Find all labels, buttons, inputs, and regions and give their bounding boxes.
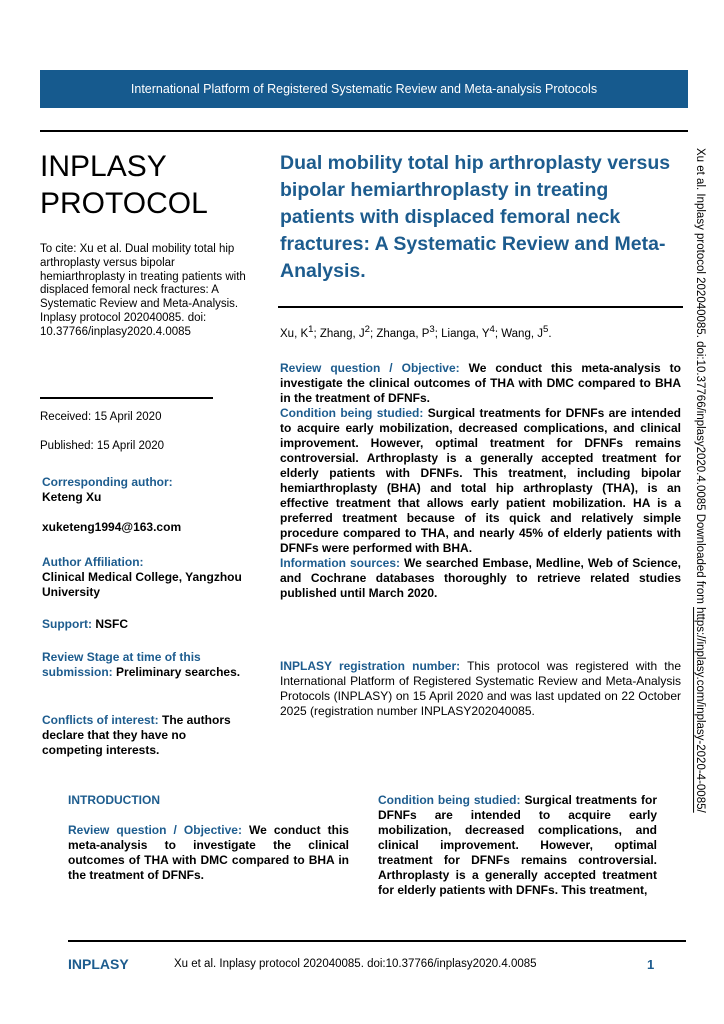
review-question-label: Review question / Objective: [280,361,460,375]
affiliation-value: Clinical Medical College, Yangzhou University [42,570,242,599]
author-name: Lianga, Y [441,327,490,340]
citation: To cite: Xu et al. Dual mobility total hip arthroplasty versus bipolar hemiarthroplasty in treating patients with displaced femoral neck fractures: A Systematic Review and Meta-Analysis. Inplasy protocol 202040085. doi: 10.37766/inplasy2020.4.0085 [40,243,246,338]
author-sup: 1 [308,324,314,335]
sources-text: We searched Embase, Medline, Web of Science, and Cochrane databases thoroughly to retrieve related studies published until March 2020. [280,556,681,600]
author-affiliation [42,555,257,600]
abstract-review-question [280,361,681,406]
support [42,617,257,632]
received-date: Received: 15 April 2020 [40,411,162,423]
banner-text: International Platform of Registered Systematic Review and Meta-analysis Protocols [130,82,598,96]
condition-text: Surgical treatments for DFNFs are intended to acquire early mobilization, decreased complications, and clinical improvement. However, optimal treatment for DFNFs remains controversial. Arthroplasty is a generally accepted treatment for elderly patients with DFNFs. This treatment, including bipolar hemiarthroplasty (BHA) and total hip arthroplasty (THA), is an effective treatment that allows early patient mobilization. HA is a preferred treatment because of its quick and relatively simple procedure compared to THA, and nearly 45% of elderly patients with DFNFs were performed with BHA. [280,406,681,555]
registration-text: This protocol was registered with the International Platform of Registered Systematic Review and Meta-Analysis Protocols (INPLASY) on 15 April 2020 and was last updated on 22 October 2025 (registration number INPLASY202040085. [280,659,681,718]
side-text: Xu et al. Inplasy protocol 202040085. doi:10.37766/inplasy2020.4.0085 Downloaded from [694,148,706,608]
author-end: . [548,327,552,340]
intro-column-right [378,793,657,898]
sources-label: Information sources: [280,556,401,570]
footer-rule [68,940,686,942]
intro-condition-label: Condition being studied: [378,793,521,807]
author-name: Xu, K [280,327,309,340]
review-question-text: We conduct this meta-analysis to investigate the clinical outcomes of THA with DMC compared to BHA in the treatment of DFNFs. [280,361,681,405]
author-sup: 5 [543,324,549,335]
author-sup: 2 [364,324,370,335]
corresponding-label: Corresponding author: [42,475,173,489]
side-download-note [694,148,714,868]
header-banner [40,70,688,108]
support-label: Support: [42,617,92,631]
left-rule [40,397,213,399]
protocol-label-line1: INPLASY [40,150,167,183]
author-name: Wang, J [501,327,543,340]
abstract-condition [280,406,681,556]
intro-condition [378,793,657,898]
footer-citation: Xu et al. Inplasy protocol 202040085. doi:10.37766/inplasy2020.4.0085 [174,958,537,970]
registration [280,659,681,719]
intro-review-text: We conduct this meta-analysis to investigate the clinical outcomes of THA with DMC compared to BHA in the treatment of DFNFs. [68,823,349,882]
intro-review-question [68,823,349,883]
page-number: 1 [647,957,655,972]
intro-condition-text: Surgical treatments for DFNFs are intended to acquire early mobilization, decreased complications, and clinical improvement. However, optimal treatment for DFNFs remains controversial. Arthroplasty is a generally accepted treatment for elderly patients with DFNFs. This treatment, [378,793,658,897]
author-separator: ; [369,327,377,340]
author-separator: ; [313,327,320,340]
protocol-label [40,148,250,222]
abstract [280,361,681,601]
conflicts-of-interest [42,713,242,758]
review-stage-value: Preliminary searches. [112,665,241,679]
registration-label: INPLASY registration number: [280,659,461,673]
conflicts-value: The authors declare that they have no competing interests. [42,713,231,757]
corresponding-email[interactable]: xuketeng1994@163.com [42,520,182,534]
corresponding-author [42,475,257,535]
condition-label: Condition being studied: [280,406,424,420]
published-date: Published: 15 April 2020 [40,440,165,452]
author-separator: ; [494,327,502,340]
intro-review-label: Review question / Objective: [68,823,242,837]
author-name: Zhang, J [319,327,365,340]
support-value: NSFC [92,617,128,631]
review-stage [42,650,257,680]
top-rule [40,130,688,132]
affiliation-label: Author Affiliation: [42,555,144,569]
paper-title: Dual mobility total hip arthroplasty versus bipolar hemiarthroplasty in treating patients with displaced femoral neck fractures: A Systematic Review and Meta-Analysis. [280,152,671,282]
abstract-sources [280,556,681,601]
side-link[interactable]: https://inplasy.com/inplasy-2020-4-0085/ [694,607,706,813]
intro-column-left [68,793,349,883]
author-list [280,324,552,340]
author-sup: 3 [429,324,435,335]
corresponding-name: Keteng Xu [42,490,102,504]
author-separator: ; [434,327,442,340]
protocol-label-line2: PROTOCOL [40,187,208,220]
footer-brand: INPLASY [68,956,129,972]
author-sup: 4 [489,324,495,335]
review-stage-label: Review Stage at time of this submission: [42,650,201,679]
author-name: Zhanga, P [376,327,430,340]
title-rule [278,306,683,308]
intro-heading: INTRODUCTION [68,793,160,807]
conflicts-label: Conflicts of interest: [42,713,159,727]
